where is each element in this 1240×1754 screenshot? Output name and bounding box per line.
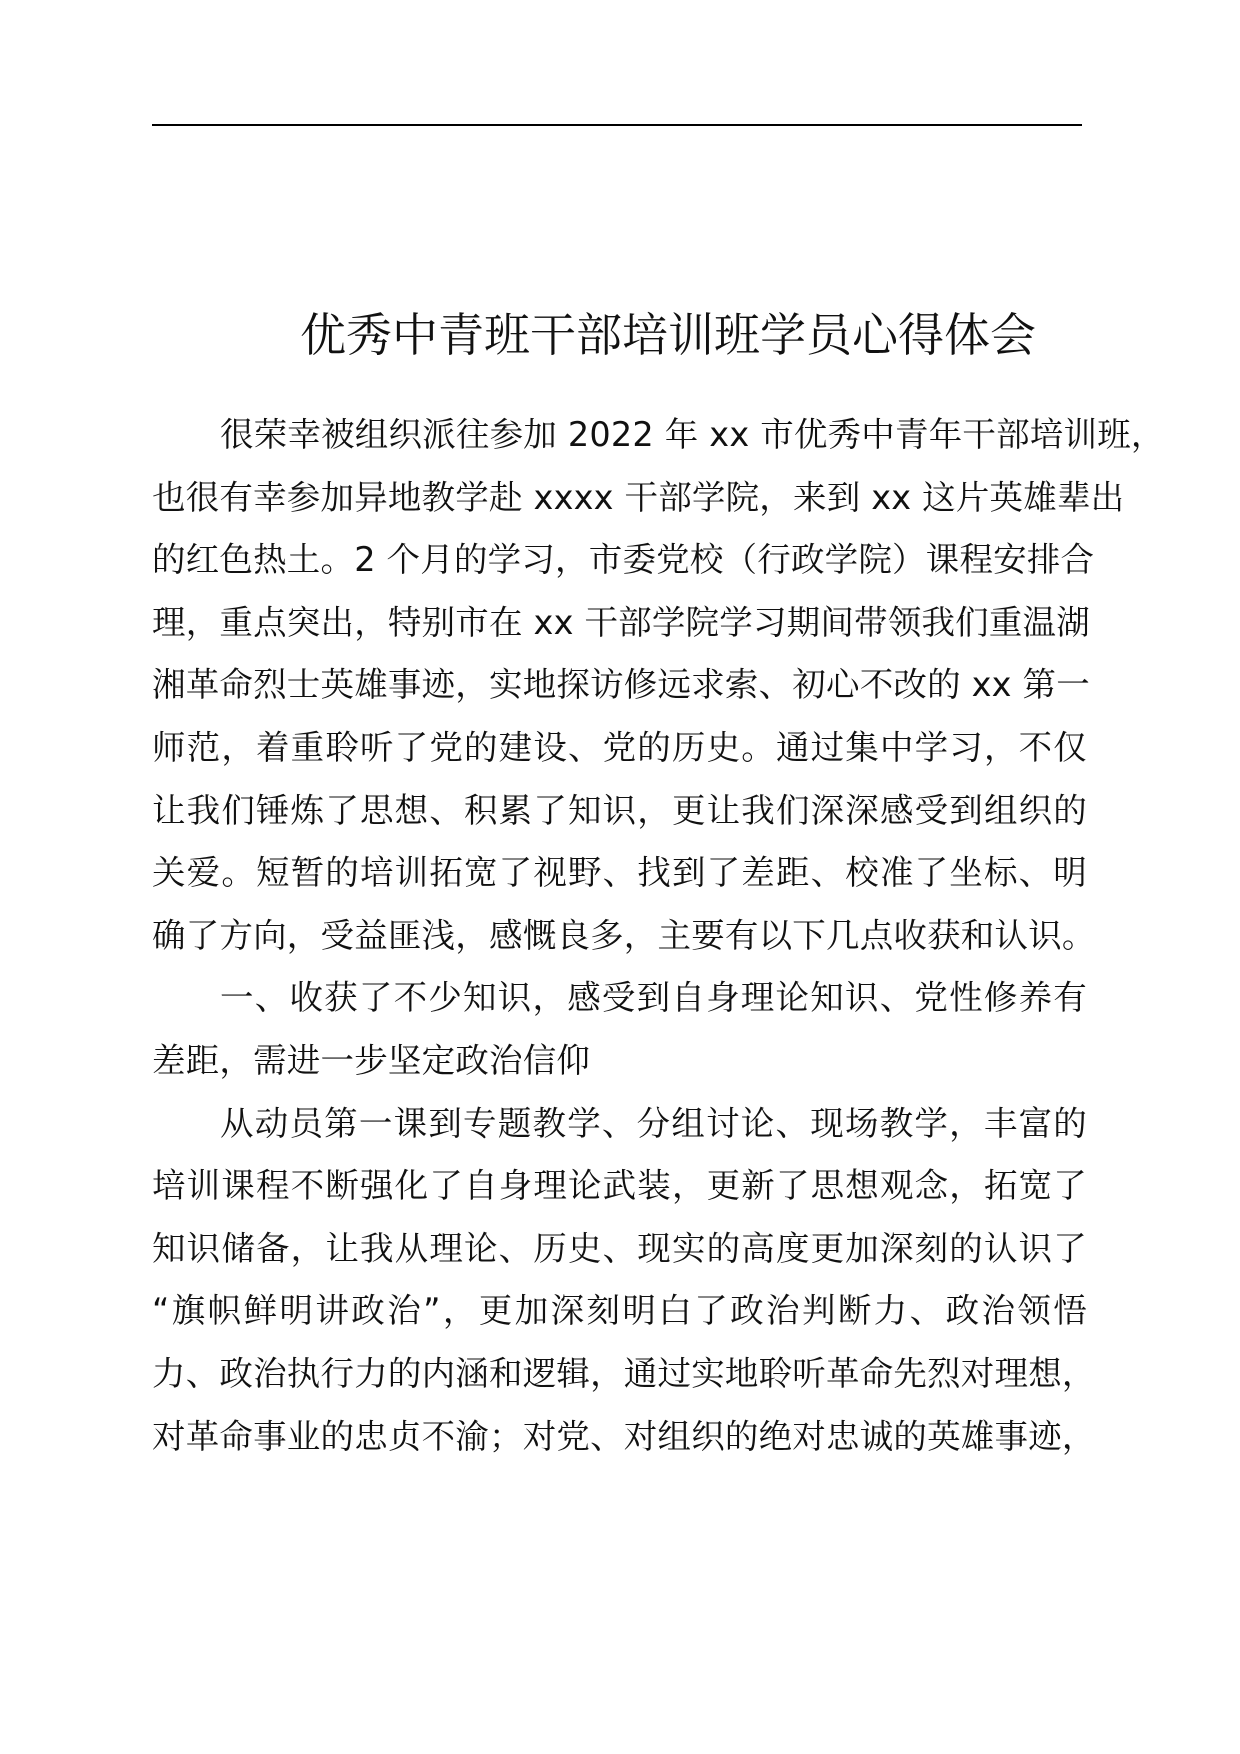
- body-line: 关爱。短暂的培训拓宽了视野、找到了差距、校准了坐标、明: [152, 853, 1087, 893]
- body-line: 湘革命烈士英雄事迹，实地探访修远求索、初心不改的 xx 第一: [152, 665, 1090, 705]
- body-line: 对革命事业的忠贞不渝；对党、对组织的绝对忠诚的英雄事迹，: [152, 1416, 1096, 1456]
- body-line: 让我们锤炼了思想、积累了知识，更让我们深深感受到组织的: [152, 790, 1087, 830]
- body-line: 确了方向，受益匪浅，感慨良多，主要有以下几点收获和认识。: [152, 915, 1096, 955]
- body-line: 力、政治执行力的内涵和逻辑，通过实地聆听革命先烈对理想，: [152, 1353, 1096, 1393]
- body-line: 师范，着重聆听了党的建设、党的历史。通过集中学习，不仅: [152, 727, 1087, 767]
- body-line: 理，重点突出，特别市在 xx 干部学院学习期间带领我们重温湖: [152, 602, 1090, 642]
- header-rule: [152, 124, 1082, 126]
- body-line: 差距，需进一步坚定政治信仰: [152, 1040, 591, 1080]
- document-title: 优秀中青班干部培训班学员心得体会: [300, 308, 1036, 362]
- body-line: 也很有幸参加异地教学赴 xxxx 干部学院，来到 xx 这片英雄辈出: [152, 477, 1125, 517]
- body-line: 知识储备，让我从理论、历史、现实的高度更加深刻的认识了: [152, 1228, 1087, 1268]
- body-line: 一、收获了不少知识，感受到自身理论知识、党性修养有: [220, 978, 1087, 1018]
- body-line: “旗帜鲜明讲政治”，更加深刻明白了政治判断力、政治领悟: [152, 1291, 1087, 1331]
- body-line: 从动员第一课到专题教学、分组讨论、现场教学，丰富的: [220, 1103, 1087, 1143]
- document-body: [152, 404, 1165, 1468]
- body-line: 培训课程不断强化了自身理论武装，更新了思想观念，拓宽了: [152, 1166, 1087, 1206]
- body-line: 的红色热土。2 个月的学习，市委党校（行政学院）课程安排合: [152, 540, 1095, 580]
- body-line: 很荣幸被组织派往参加 2022 年 xx 市优秀中青年干部培训班，: [220, 415, 1165, 454]
